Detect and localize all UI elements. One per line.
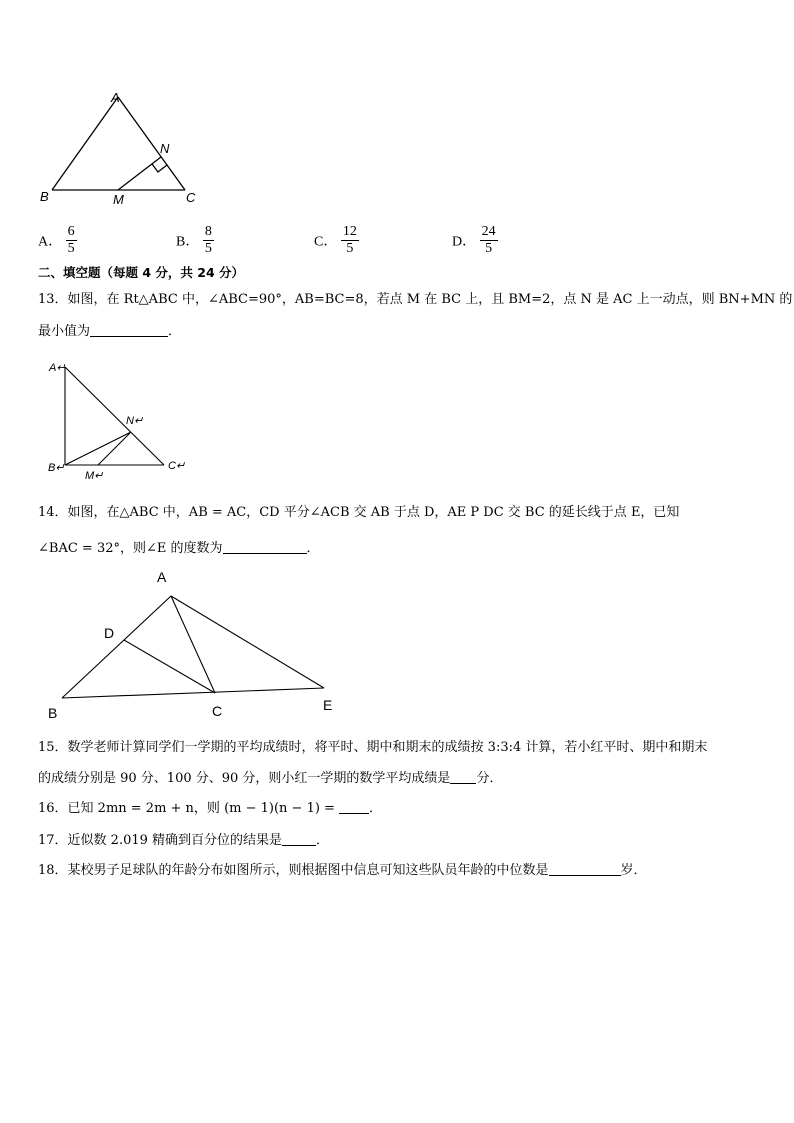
option-d-fraction (480, 224, 498, 257)
q17-text: 17．近似数 2.019 精确到百分位的结果是 (38, 833, 283, 848)
segment-bce (62, 688, 324, 698)
side-ac (118, 97, 185, 190)
fig1-label-a: A (111, 90, 120, 105)
side-ac (65, 367, 164, 465)
option-b[interactable] (176, 224, 214, 257)
q17-line (38, 831, 329, 851)
option-d-num: 24 (481, 224, 496, 239)
q15-line2-text: 的成绩分别是 90 分、100 分、90 分，则小红一学期的数学平均成绩是 (38, 771, 451, 786)
q13-line2-text: 最小值为 (38, 324, 91, 339)
q13-end: ． (168, 324, 182, 339)
fig3-label-e: E (323, 697, 333, 713)
q15-end: 分． (476, 771, 503, 786)
option-d-label: D． (452, 234, 477, 250)
fig2-label-b: B↵ (48, 462, 65, 474)
q18-line (38, 861, 647, 881)
q14-end: ． (306, 541, 320, 556)
q18-answer-blank[interactable] (549, 861, 621, 876)
fig3-label-c: C (212, 703, 223, 719)
fig2-label-a: A↵ (49, 362, 66, 374)
fig2-label-m: M↵ (85, 470, 104, 482)
fig3-label-d: D (104, 625, 115, 641)
q13-line2 (38, 322, 181, 342)
q17-answer-blank[interactable] (282, 831, 316, 846)
q18-end: 岁． (620, 863, 647, 878)
side-ab (52, 97, 118, 190)
q15-answer-blank[interactable] (450, 769, 476, 784)
option-c-label: C． (314, 234, 338, 250)
q16-end: ． (368, 801, 382, 816)
fig1-label-n: N (160, 141, 170, 156)
option-a-den: 5 (67, 241, 75, 256)
option-a-num: 6 (67, 224, 75, 239)
option-a-fraction (66, 224, 77, 257)
q14-line2-text: ∠BAC = 32°，则∠E 的度数为 (38, 541, 223, 556)
fig1-label-b: B (40, 189, 49, 204)
fig2-label-n: N↵ (126, 415, 144, 427)
q14-line1: 14．如图，在△ABC 中，AB = AC，CD 平分∠ACB 交 AB 于点 D，AE P DC 交 BC 的延长线于点 E，已知 (38, 505, 680, 520)
fig2-label-c: C↵ (168, 460, 186, 472)
option-d-den: 5 (485, 241, 493, 256)
option-b-fraction (203, 224, 214, 257)
q14-answer-blank[interactable] (223, 539, 307, 554)
option-c-num: 12 (342, 224, 357, 239)
side-ab (62, 596, 171, 698)
right-angle-mark (152, 164, 167, 172)
segment-ae (171, 596, 324, 688)
side-ac (171, 596, 215, 693)
fig1-label-c: C (186, 190, 196, 205)
q14-line2 (38, 539, 320, 559)
fig1-label-m: M (113, 192, 124, 207)
option-a-label: A． (38, 234, 63, 250)
q16-text: 16．已知 2mn = 2m + n，则 (m − 1)(n − 1) = (38, 801, 335, 816)
segment-bn (65, 432, 131, 465)
figure-2-right-triangle (40, 355, 200, 485)
q16-answer-blank[interactable] (339, 799, 369, 814)
segment-cd (124, 640, 215, 693)
q18-text: 18．某校男子足球队的年龄分布如图所示，则根据图中信息可知这些队员年龄的中位数是 (38, 863, 549, 878)
figure-1-triangle (30, 85, 210, 210)
fig3-label-a: A (157, 569, 167, 585)
option-c-fraction (341, 224, 359, 257)
option-b-label: B． (176, 234, 200, 250)
segment-mn (118, 157, 161, 190)
option-a[interactable] (38, 224, 77, 257)
fig3-label-b: B (48, 705, 58, 721)
q15-line2 (38, 769, 502, 789)
q15-line1: 15．数学老师计算同学们一学期的平均成绩时，将平时、期中和期末的成绩按 3:3:4 计算，若小红平时、期中和期末 (38, 740, 708, 755)
segment-mn (98, 432, 131, 465)
q13-answer-blank[interactable] (90, 322, 168, 337)
option-d[interactable] (452, 224, 498, 257)
option-c-den: 5 (346, 241, 354, 256)
q13-line1: 13．如图，在 Rt△ABC 中，∠ABC=90°，AB=BC=8，若点 M 在 BC 上，且 BM=2，点 N 是 AC 上一动点，则 BN+MN 的 (38, 292, 793, 307)
q17-end: ． (316, 833, 330, 848)
option-c[interactable] (314, 224, 359, 257)
q16-line (38, 799, 382, 819)
section-heading: 二、填空题（每题 4 分，共 24 分） (38, 265, 245, 280)
figure-3-triangle (40, 566, 350, 726)
option-b-den: 5 (204, 241, 212, 256)
option-b-num: 8 (204, 224, 212, 239)
